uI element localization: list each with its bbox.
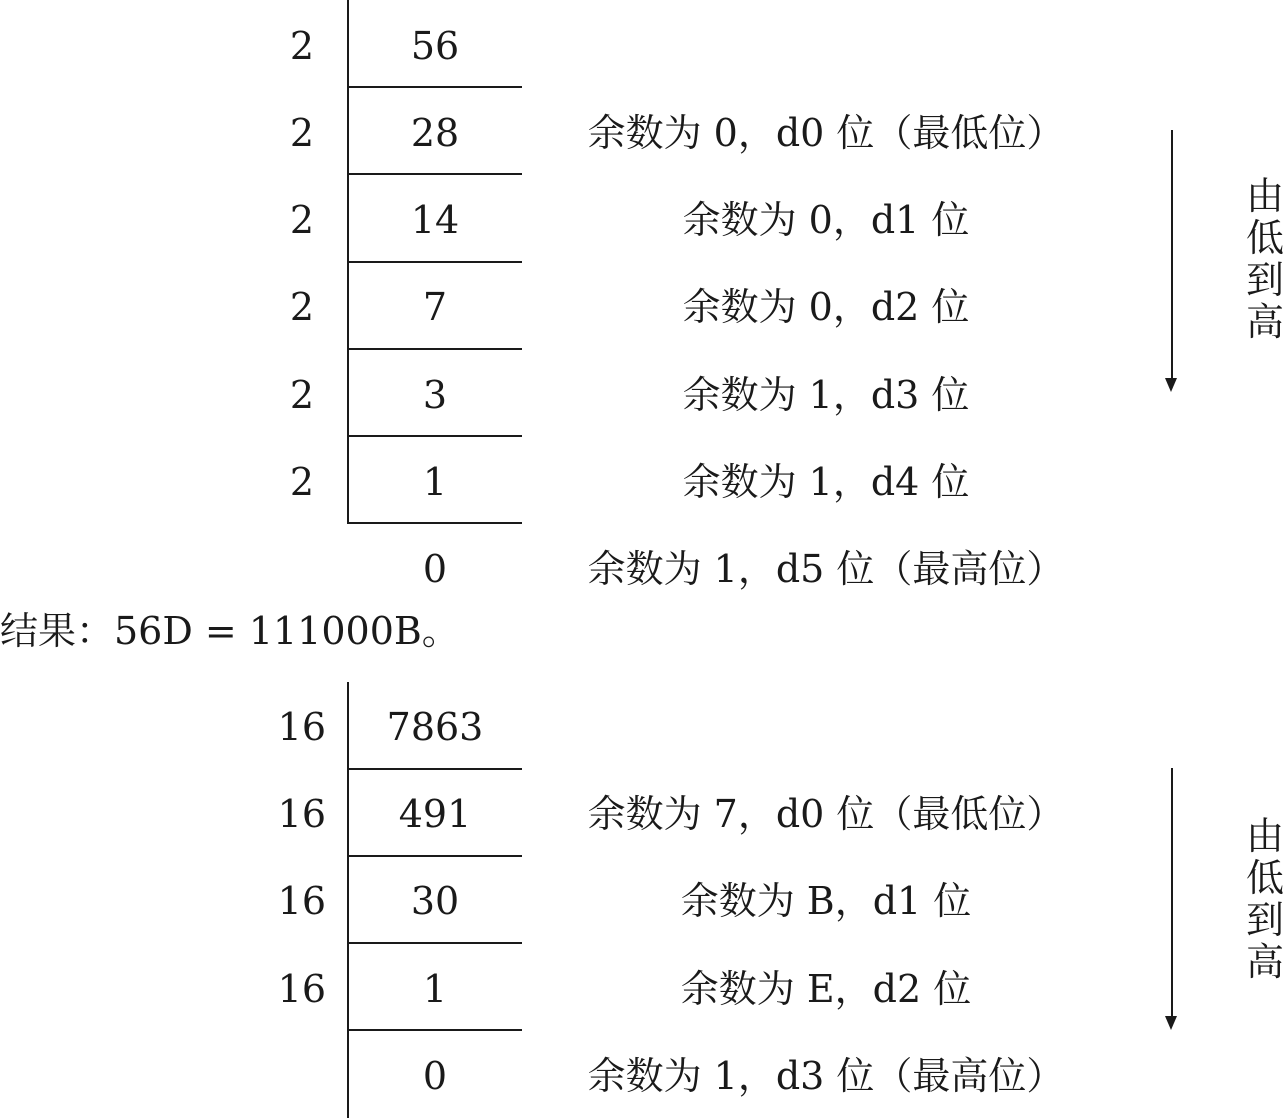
remainder-note: 余数为 0，d2 位 (682, 285, 970, 329)
divisor: 2 (289, 24, 314, 68)
divisor: 16 (277, 967, 326, 1011)
remainder-note: 余数为 E，d2 位 (680, 967, 972, 1011)
divisor: 16 (277, 879, 326, 923)
direction-arrow (1171, 130, 1173, 380)
quotient: 28 (410, 111, 460, 155)
divisor: 2 (289, 198, 314, 242)
quotient: 491 (398, 792, 472, 836)
remainder-note: 余数为 B，d1 位 (680, 879, 972, 923)
divisor: 16 (277, 792, 326, 836)
direction-arrow (1171, 768, 1173, 1018)
direction-arrow-head (1165, 378, 1177, 392)
divisor: 2 (289, 460, 314, 504)
quotient: 7 (422, 285, 448, 329)
remainder-note: 余数为 0，d0 位（最低位） (587, 111, 1065, 155)
direction-arrow-head (1165, 1016, 1177, 1030)
remainder-note: 余数为 0，d1 位 (682, 198, 970, 242)
division-underline (348, 855, 522, 857)
quotient: 14 (410, 198, 460, 242)
division-underline (348, 522, 522, 524)
direction-label: 由 低 到 高 (1245, 174, 1284, 344)
division-underline (348, 86, 522, 88)
quotient: 0 (422, 547, 448, 591)
quotient: 56 (410, 24, 460, 68)
divisor: 16 (277, 705, 326, 749)
divisor: 2 (289, 373, 314, 417)
remainder-note: 余数为 1，d4 位 (682, 460, 970, 504)
division-underline (348, 435, 522, 437)
division-underline (348, 768, 522, 770)
quotient: 7863 (386, 705, 484, 749)
quotient: 1 (422, 967, 448, 1011)
divisor: 2 (289, 111, 314, 155)
quotient: 3 (422, 373, 448, 417)
division-underline (348, 173, 522, 175)
quotient: 30 (410, 879, 460, 923)
divisor: 2 (289, 285, 314, 329)
remainder-note: 余数为 7，d0 位（最低位） (587, 792, 1065, 836)
division-underline (348, 1029, 522, 1031)
division-underline (348, 261, 522, 263)
quotient: 1 (422, 460, 448, 504)
division-underline (348, 348, 522, 350)
remainder-note: 余数为 1，d3 位 (682, 373, 970, 417)
result-text: 结果：56D = 111000B。 (0, 609, 460, 653)
direction-label: 由 低 到 高 (1245, 814, 1284, 984)
remainder-note: 余数为 1，d3 位（最高位） (587, 1054, 1065, 1098)
remainder-note: 余数为 1，d5 位（最高位） (587, 547, 1065, 591)
quotient: 0 (422, 1054, 448, 1098)
division-underline (348, 942, 522, 944)
